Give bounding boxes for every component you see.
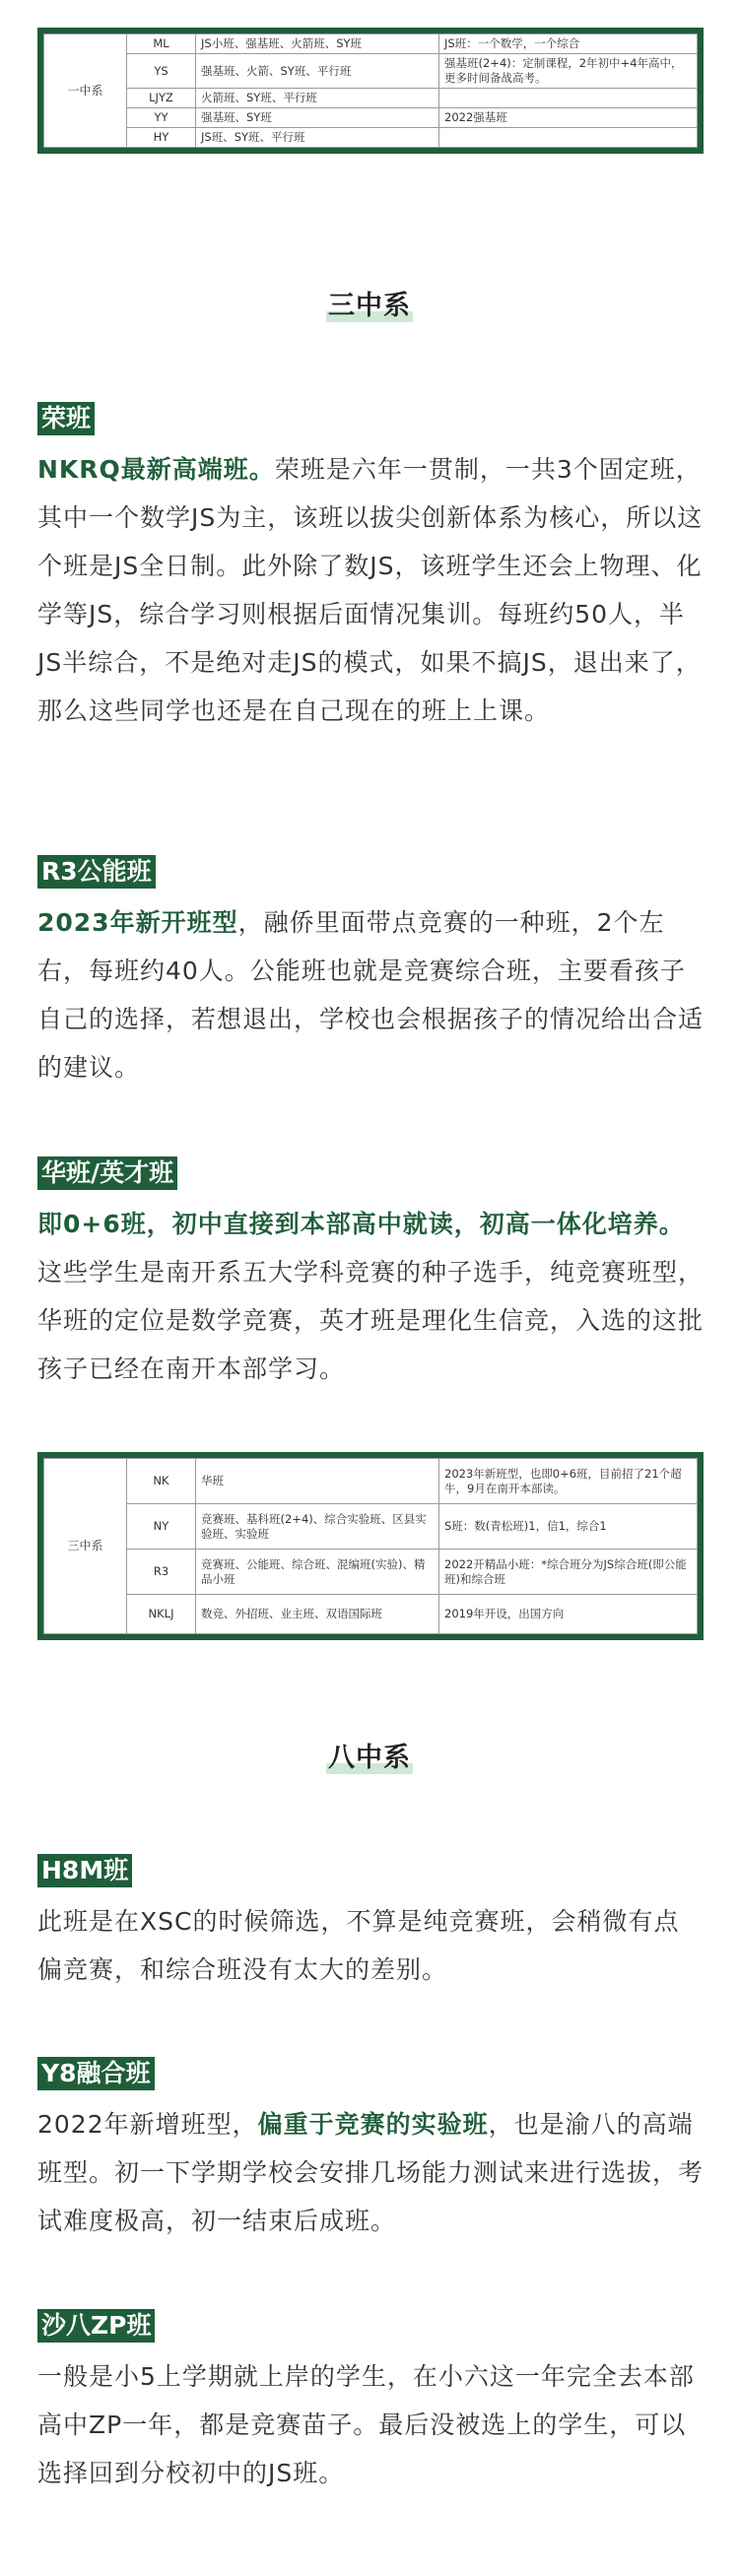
table-row <box>44 108 698 128</box>
table-row <box>44 89 698 108</box>
table-row <box>44 34 698 54</box>
body-text: 此班是在XSC的时候筛选，不算是纯竞赛班，会稍微有点偏竞赛，和综合班没有太大的差别。 <box>37 1907 680 1984</box>
para-h8m <box>37 1897 704 1994</box>
code-cell: NKLJ <box>127 1595 196 1634</box>
classes-cell: JS小班、强基班、火箭班、SY班 <box>196 34 439 54</box>
note-cell: 2022强基班 <box>439 108 698 128</box>
school-table-yizhong <box>37 28 704 154</box>
classes-cell: 竞赛班、公能班、综合班、混编班(实验)、精品小班 <box>196 1550 439 1595</box>
lead-text: 偏重于竞赛的实验班 <box>257 2110 489 2139</box>
para-y8 <box>37 2100 704 2245</box>
code-cell: ML <box>127 34 196 54</box>
code-cell: R3 <box>127 1550 196 1595</box>
body-text: 这些学生是南开系五大学科竞赛的种子选手，纯竞赛班型，华班的定位是数学竞赛，英才班是理化生信竞，入选的这批孩子已经在南开本部学习。 <box>37 1258 705 1383</box>
school-table-sanzhong <box>37 1452 704 1640</box>
pre-text: 2022年新增班型， <box>37 2110 258 2139</box>
system-cell: 三中系 <box>44 1459 127 1634</box>
classes-cell: 华班 <box>196 1459 439 1504</box>
note-cell: 强基班(2+4)：定制课程，2年初中+4年高中，更多时间备战高考。 <box>439 54 698 89</box>
lead-text: 2023年新开班型 <box>37 908 238 937</box>
code-cell: HY <box>127 128 196 148</box>
classes-cell: 强基班、火箭、SY班、平行班 <box>196 54 439 89</box>
note-cell: JS班：一个数学，一个综合 <box>439 34 698 54</box>
classes-cell: JS班、SY班、平行班 <box>196 128 439 148</box>
table-row <box>44 54 698 89</box>
section-title-bazhong: 八中系 <box>0 1736 739 1774</box>
code-cell: LJYZ <box>127 89 196 108</box>
code-cell: YY <box>127 108 196 128</box>
lead-text: NKRQ最新高端班。 <box>37 455 275 484</box>
class-table <box>43 1458 698 1634</box>
classes-cell: 数竞、外招班、业主班、双语国际班 <box>196 1595 439 1634</box>
label-r3: R3公能班 <box>37 855 156 889</box>
table-row <box>44 1459 698 1504</box>
note-cell: 2023年新班型，也即0+6班，目前招了21个超牛，9月在南开本部读。 <box>439 1459 698 1504</box>
label-rong: 荣班 <box>37 402 95 435</box>
body-text: ，融侨里面带点竞赛的一种班，2个左右，每班约40人。公能班也就是竞赛综合班，主要看孩子自己的选择，若想退出，学校也会根据孩子的情况给出合适的建议。 <box>37 908 705 1082</box>
label-zp: 沙八ZP班 <box>37 2309 155 2343</box>
note-cell <box>439 128 698 148</box>
table-row <box>44 1550 698 1595</box>
label-y8: Y8融合班 <box>37 2057 155 2090</box>
para-rong <box>37 445 704 735</box>
code-cell: NY <box>127 1504 196 1550</box>
code-cell: YS <box>127 54 196 89</box>
classes-cell: 强基班、SY班 <box>196 108 439 128</box>
lead-text: 即0+6班，初中直接到本部高中就读，初高一体化培养。 <box>37 1210 685 1238</box>
para-hua <box>37 1200 704 1393</box>
system-cell: 一中系 <box>44 34 127 148</box>
label-hua: 华班/英才班 <box>37 1156 177 1190</box>
body-text: 一般是小5上学期就上岸的学生，在小六这一年完全去本部高中ZP一年，都是竞赛苗子。最后没被选上的学生，可以选择回到分校初中的JS班。 <box>37 2362 695 2487</box>
para-zp <box>37 2352 704 2497</box>
class-table <box>43 33 698 148</box>
note-cell <box>439 89 698 108</box>
body-text: 荣班是六年一贯制，一共3个固定班，其中一个数学JS为主，该班以拔尖创新体系为核心，所以这个班是JS全日制。此外除了数JS，该班学生还会上物理、化学等JS，综合学习则根据后面情况集训。每班约50人，半JS半综合，不是绝对走JS的模式，如果不搞JS，退出来了，那么这些同学也还是在自己现在的班上上课。 <box>37 455 704 725</box>
body-text: ，也是渝八的高端班型。初一下学期学校会安排几场能力测试来进行选拔，考试难度极高，初一结束后成班。 <box>37 2110 705 2235</box>
section-title-sanzhong: 三中系 <box>0 284 739 322</box>
label-h8m: H8M班 <box>37 1854 132 1887</box>
classes-cell: 竞赛班、基科班(2+4)、综合实验班、区县实验班、实验班 <box>196 1504 439 1550</box>
classes-cell: 火箭班、SY班、平行班 <box>196 89 439 108</box>
table-row <box>44 128 698 148</box>
table-row <box>44 1595 698 1634</box>
note-cell: 2019年开设，出国方向 <box>439 1595 698 1634</box>
code-cell: NK <box>127 1459 196 1504</box>
para-r3 <box>37 898 704 1091</box>
note-cell: S班：数(青松班)1，信1，综合1 <box>439 1504 698 1550</box>
table-row <box>44 1504 698 1550</box>
note-cell: 2022开精品小班：*综合班分为JS综合班(即公能班)和综合班 <box>439 1550 698 1595</box>
